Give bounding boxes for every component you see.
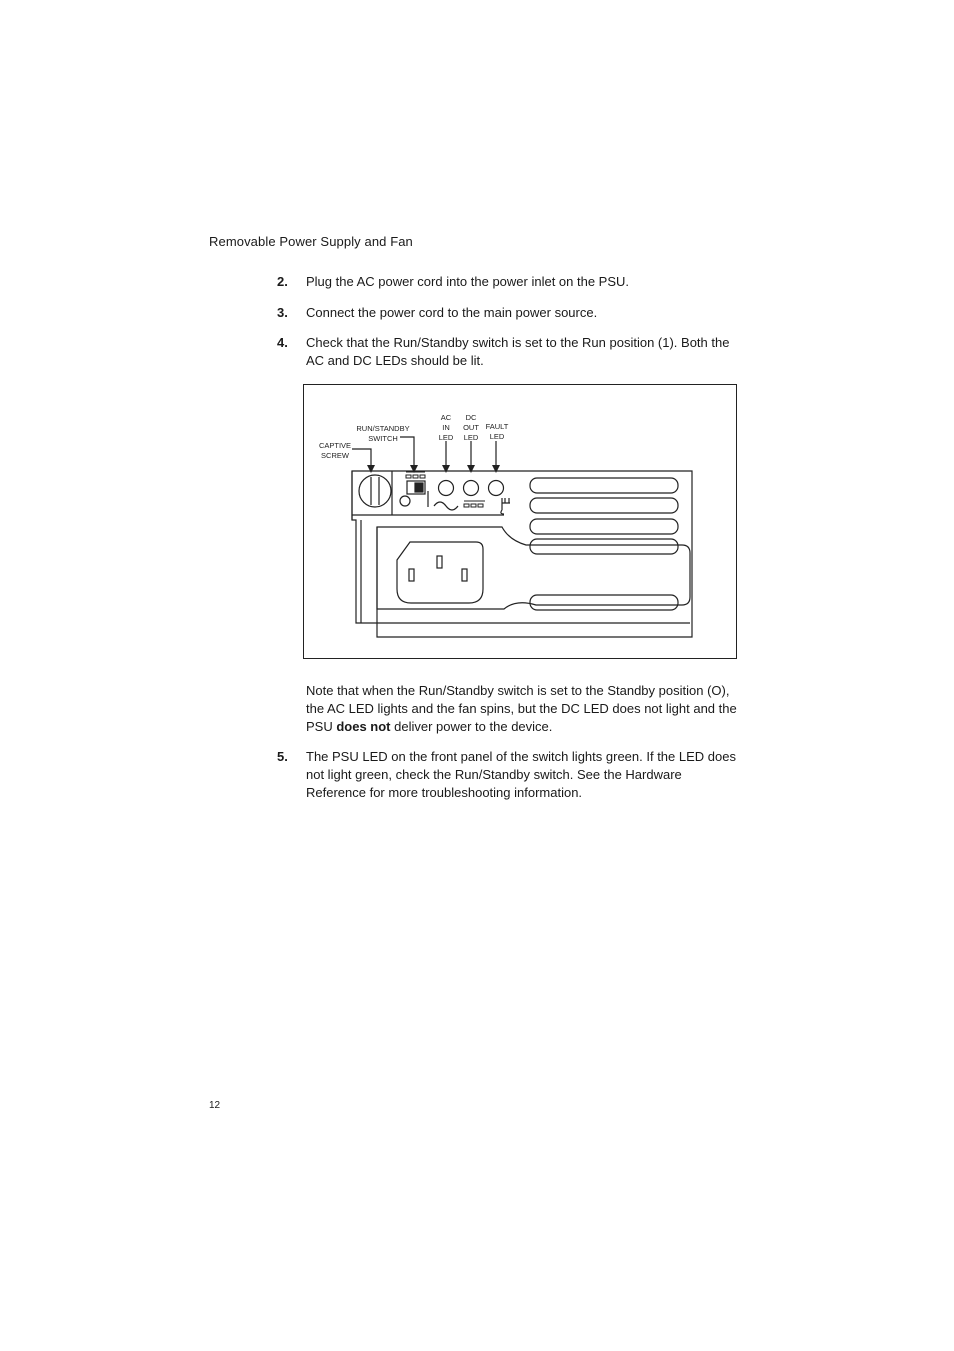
vent-slot <box>530 519 678 534</box>
step-number: 3. <box>277 305 288 320</box>
step-text: Connect the power cord to the main power source. <box>306 305 598 320</box>
callout-fault-led: FAULT LED <box>485 422 509 441</box>
step-text: Check that the Run/Standby switch is set to the Run position (1). Both the AC and DC LEDs should be lit. <box>306 335 730 368</box>
running-head: Removable Power Supply and Fan <box>209 234 413 249</box>
vent-slot <box>530 478 678 493</box>
ac-symbol-icon <box>434 502 458 510</box>
arrowhead <box>442 465 450 473</box>
callout-captive-screw: CAPTIVE SCREW <box>318 441 352 460</box>
callout-ac-in-led: AC IN LED <box>438 413 454 442</box>
ac-power-inlet-icon <box>397 542 483 603</box>
standby-note: Note that when the Run/Standby switch is set to the Standby position (O), the AC LED lights and the fan spins, but the DC LED does not light and the PSU does not deliver power to the device. <box>306 683 737 734</box>
callout-dc-out-led: DC OUT LED <box>463 413 479 442</box>
step-text: The PSU LED on the front panel of the switch lights green. If the LED does not light green, check the Run/Standby switch. See the Hardware Reference for more troubleshooting information. <box>306 749 736 800</box>
arrowhead <box>467 465 475 473</box>
arrowhead <box>367 465 375 473</box>
arrowhead <box>492 465 500 473</box>
step-number: 5. <box>277 749 288 764</box>
step-number: 4. <box>277 335 288 350</box>
ac-in-led-icon <box>439 481 454 496</box>
fault-symbol-icon <box>501 498 510 514</box>
page-number: 12 <box>209 1100 221 1111</box>
step-number: 2. <box>277 274 288 289</box>
step-text: Plug the AC power cord into the power inlet on the PSU. <box>306 274 630 289</box>
dc-out-led-icon <box>464 481 479 496</box>
vent-slot <box>530 595 678 610</box>
callout-run-standby-switch: RUN/STANDBY SWITCH <box>356 424 410 443</box>
vent-slot <box>530 539 678 554</box>
fault-led-icon <box>489 481 504 496</box>
note-emphasis: does not <box>336 719 391 734</box>
captive-screw-icon <box>359 475 391 507</box>
vent-slot <box>530 498 678 513</box>
psu-rear-panel-figure <box>303 384 737 659</box>
